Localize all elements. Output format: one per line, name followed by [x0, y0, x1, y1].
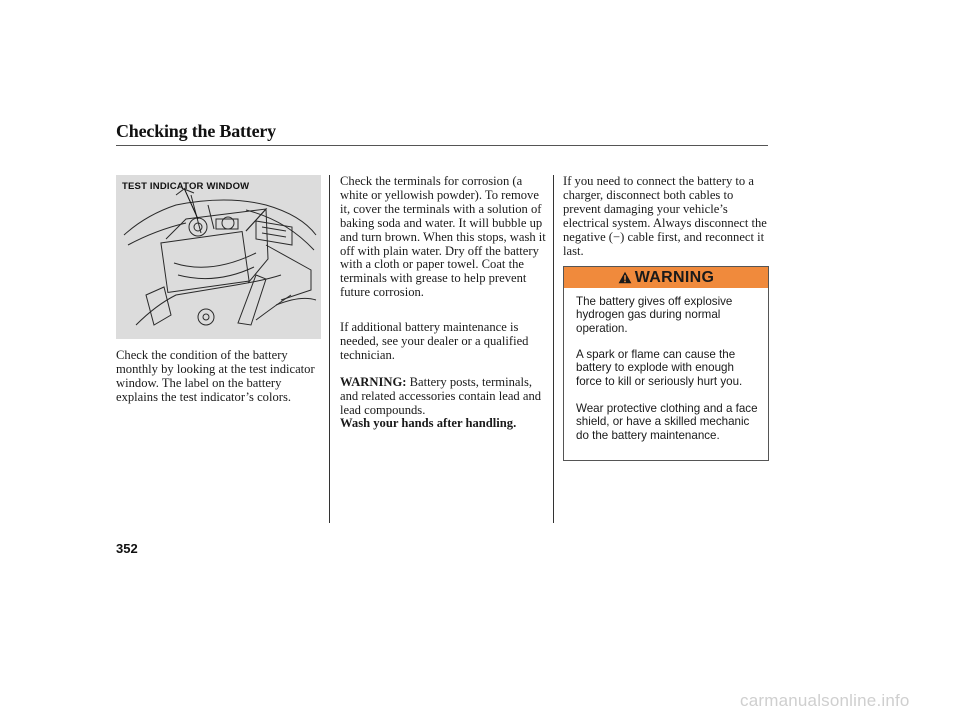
- column-divider: [553, 175, 554, 523]
- battery-check-paragraph: Check the condition of the battery monthly by looking at the test indicator window. The label on the battery explains the test indicator’s colors.: [116, 348, 315, 404]
- battery-illustration: [116, 175, 321, 339]
- figure-caption: TEST INDICATOR WINDOW: [122, 181, 250, 192]
- warning-item: A spark or flame can cause the battery to explode with enough force to kill or seriously hurt you.: [576, 348, 743, 388]
- maintenance-paragraph: If additional battery maintenance is needed, see your dealer or a qualified technician.: [340, 320, 529, 362]
- title-divider: [116, 145, 768, 146]
- watermark: carmanualsonline.info: [740, 691, 910, 710]
- warning-box: [563, 266, 769, 461]
- battery-figure: [116, 175, 321, 339]
- page-number: 352: [116, 541, 138, 556]
- lead-warning-label: WARNING:: [340, 375, 407, 389]
- column-divider: [329, 175, 330, 523]
- warning-item: Wear protective clothing and a face shield, or have a skilled mechanic do the battery maintenance.: [576, 402, 758, 442]
- page-title: Checking the Battery: [116, 121, 276, 141]
- warning-header-text: WARNING: [634, 268, 715, 286]
- lead-warning-text: Battery posts, terminals, and related accessories contain lead and lead compounds.: [340, 375, 542, 417]
- corrosion-paragraph: Check the terminals for corrosion (a white or yellowish powder). To remove it, cover the terminals with a solution of baking soda and water. It will bubble up and turn brown. When this stops, wash it off with plain water. Dry off the battery with a cloth or paper towel. Coat the terminals with grease to help prevent future corrosion.: [340, 174, 546, 300]
- lead-warning-paragraph: [340, 376, 548, 418]
- warning-header: [564, 267, 768, 288]
- warning-triangle-icon: [618, 271, 632, 284]
- wash-hands-notice: Wash your hands after handling.: [340, 416, 517, 430]
- warning-item: The battery gives off explosive hydrogen gas during normal operation.: [576, 295, 733, 335]
- charger-paragraph: If you need to connect the battery to a charger, disconnect both cables to prevent damaging your vehicle’s electrical system. Always disconnect the negative (−) cable first, and reconnect it last.: [563, 174, 767, 258]
